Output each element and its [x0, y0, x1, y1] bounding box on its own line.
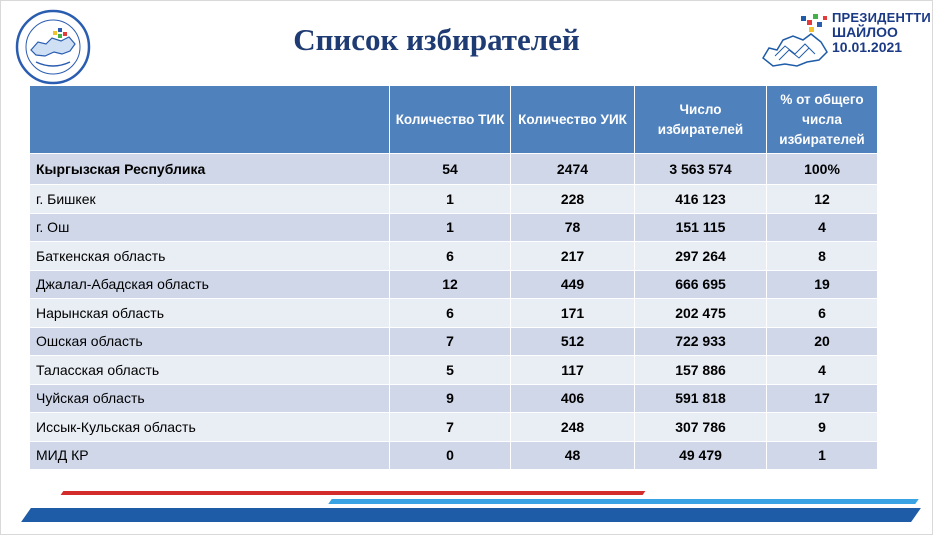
row-tik-cell: 5 — [390, 356, 511, 385]
table-row — [30, 299, 878, 328]
row-name-cell: МИД КР — [30, 441, 390, 470]
row-name-cell: Ошская область — [30, 327, 390, 356]
table-row — [30, 384, 878, 413]
table-row — [30, 356, 878, 385]
row-tik-cell: 7 — [390, 413, 511, 442]
row-voters-cell: 202 475 — [635, 299, 767, 328]
row-name-cell: г. Ош — [30, 213, 390, 242]
row-tik-cell: 6 — [390, 299, 511, 328]
row-tik-cell: 7 — [390, 327, 511, 356]
row-uik-cell: 217 — [511, 242, 635, 271]
row-uik-cell: 48 — [511, 441, 635, 470]
row-percent-cell: 19 — [767, 270, 878, 299]
row-name-cell: Чуйская область — [30, 384, 390, 413]
voters-table — [29, 85, 878, 470]
row-name-cell: Баткенская область — [30, 242, 390, 271]
row-name-cell: г. Бишкек — [30, 185, 390, 214]
row-voters-cell: 157 886 — [635, 356, 767, 385]
row-voters-cell: 3 563 574 — [635, 154, 767, 185]
decor-stripe-red — [61, 491, 646, 495]
row-voters-cell: 666 695 — [635, 270, 767, 299]
row-name-cell: Джалал-Абадская область — [30, 270, 390, 299]
row-percent-cell: 6 — [767, 299, 878, 328]
row-uik-cell: 171 — [511, 299, 635, 328]
row-percent-cell: 12 — [767, 185, 878, 214]
decor-stripe-lightblue — [328, 499, 919, 504]
row-name-cell: Таласская область — [30, 356, 390, 385]
decor-stripe-blue — [21, 508, 921, 522]
logo-line-2: ШАЙЛОО — [832, 24, 898, 40]
table-row — [30, 213, 878, 242]
row-tik-cell: 54 — [390, 154, 511, 185]
logo-line-1: ПРЕЗИДЕНТТИ — [832, 10, 931, 25]
page-title: Список избирателей — [293, 22, 580, 57]
row-uik-cell: 78 — [511, 213, 635, 242]
row-voters-cell: 297 264 — [635, 242, 767, 271]
header-voter-count: Число избирателей — [635, 86, 767, 154]
row-name-cell: Нарынская область — [30, 299, 390, 328]
row-uik-cell: 2474 — [511, 154, 635, 185]
row-voters-cell: 416 123 — [635, 185, 767, 214]
table-row — [30, 327, 878, 356]
row-uik-cell: 449 — [511, 270, 635, 299]
election-logo-text — [832, 10, 931, 55]
row-percent-cell: 4 — [767, 356, 878, 385]
row-tik-cell: 1 — [390, 185, 511, 214]
row-percent-cell: 17 — [767, 384, 878, 413]
header-uik-count: Количество УИК — [511, 86, 635, 154]
table-row — [30, 185, 878, 214]
row-percent-cell: 100% — [767, 154, 878, 185]
row-percent-cell: 9 — [767, 413, 878, 442]
header-name — [30, 86, 390, 154]
row-percent-cell: 20 — [767, 327, 878, 356]
row-tik-cell: 1 — [390, 213, 511, 242]
row-percent-cell: 8 — [767, 242, 878, 271]
row-tik-cell: 9 — [390, 384, 511, 413]
row-uik-cell: 512 — [511, 327, 635, 356]
row-uik-cell: 228 — [511, 185, 635, 214]
row-voters-cell: 307 786 — [635, 413, 767, 442]
row-voters-cell: 722 933 — [635, 327, 767, 356]
row-name-cell: Кыргызская Республика — [30, 154, 390, 185]
row-uik-cell: 248 — [511, 413, 635, 442]
row-percent-cell: 1 — [767, 441, 878, 470]
row-percent-cell: 4 — [767, 213, 878, 242]
header-tik-count: Количество ТИК — [390, 86, 511, 154]
table-row — [30, 242, 878, 271]
row-voters-cell: 591 818 — [635, 384, 767, 413]
row-uik-cell: 117 — [511, 356, 635, 385]
table-row-total — [30, 154, 878, 185]
table-row — [30, 413, 878, 442]
table-row — [30, 270, 878, 299]
header-percent: % от общего числа избирателей — [767, 86, 878, 154]
table-header-row — [30, 86, 878, 154]
row-tik-cell: 12 — [390, 270, 511, 299]
row-name-cell: Иссык-Кульская область — [30, 413, 390, 442]
row-tik-cell: 6 — [390, 242, 511, 271]
logo-line-3: 10.01.2021 — [832, 39, 903, 55]
row-voters-cell: 151 115 — [635, 213, 767, 242]
table-row — [30, 441, 878, 470]
row-voters-cell: 49 479 — [635, 441, 767, 470]
row-tik-cell: 0 — [390, 441, 511, 470]
row-uik-cell: 406 — [511, 384, 635, 413]
